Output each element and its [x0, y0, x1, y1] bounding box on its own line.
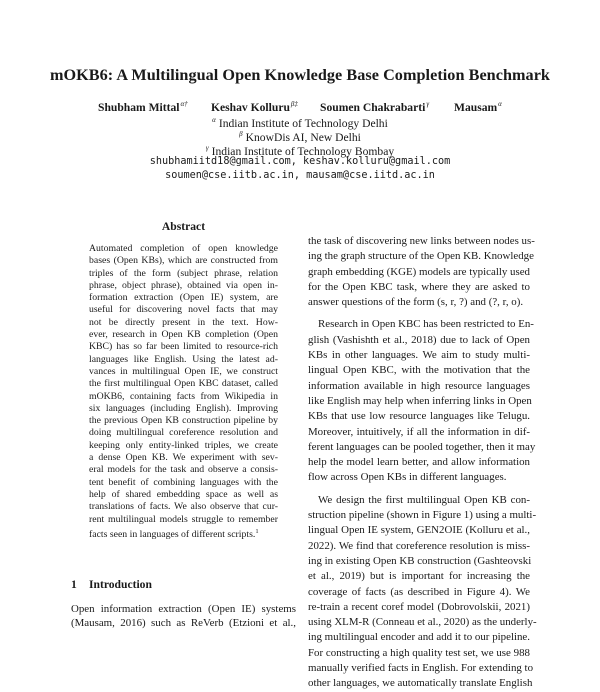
author-name: Keshav Kolluru: [211, 101, 290, 114]
abstract-line: not be directly present in the text. How-: [89, 316, 278, 328]
abstract-line: languages like English. Using the latest ad-: [89, 353, 278, 365]
affiliation-mark: γ: [205, 144, 209, 152]
affiliation-text: Indian Institute of Technology Delhi: [218, 117, 388, 130]
body-line: information available in high resource languages: [308, 379, 530, 392]
abstract-line: tent benefit of combining languages with the: [89, 476, 278, 488]
body-line: for the Open KBC task, where they are asked to: [308, 280, 530, 293]
body-line: manually verified facts in English. For extending to: [308, 662, 534, 675]
body-line: et al., 2019) but is important for increasing the: [308, 570, 530, 583]
body-line: re-train a recent coref model (Dobrovolskii, 2021): [308, 600, 530, 613]
author-1: [98, 100, 188, 114]
author-name: Soumen Chakrabarti: [320, 101, 426, 114]
author-affiliation-marks: α: [498, 100, 502, 108]
body-line: answer questions of the form (s, r, ?) and (?, r, o).: [308, 296, 524, 309]
body-line: graph embedding (KGE) models are typically used: [308, 265, 530, 278]
body-line: other languages, we automatically translate English: [308, 677, 533, 690]
abstract-line: Automated completion of open knowledge: [89, 243, 278, 254]
body-line: lingual Open IE system, GEN2OIE (Kolluru et al.,: [308, 524, 530, 537]
body-line: For constructing a high quality test set, we use 988: [308, 646, 530, 659]
right-column-body: [308, 234, 537, 692]
author-3: [320, 100, 429, 114]
body-line: KBs in other languages. We aim to study multi-: [308, 349, 530, 362]
author-2: [211, 100, 298, 114]
affiliation-text: KnowDis AI, New Delhi: [245, 131, 361, 144]
abstract-body: [89, 243, 278, 538]
email-line-1: shubhamiitd18@gmail.com, keshav.kolluru@gmail.com: [149, 156, 451, 167]
author-affiliation-marks: α†: [180, 100, 188, 108]
abstract-line: the first multilingual Open KBC dataset, called: [89, 378, 278, 390]
abstract-line: a dense Open KB. We experiment with sev-: [89, 452, 278, 464]
abstract-line: KBC) has so far been limited to resource-rich: [89, 341, 278, 353]
abstract-line: useful for discovering novel facts that may: [89, 304, 278, 316]
abstract-line: keeping only entity-linked triples, we create: [89, 439, 278, 451]
body-line: like English may help when inferring links in Open: [308, 394, 532, 407]
abstract-line: vances in multilingual Open IE, we construct: [89, 365, 278, 377]
abstract-line: eral models for the task and observe a consis-: [89, 464, 278, 476]
author-name: Shubham Mittal: [98, 101, 180, 114]
section-heading-introduction: [71, 578, 152, 591]
abstract-line: rent multilingual models struggle to remember: [89, 513, 278, 525]
abstract-line: six languages (including English). Improving: [89, 402, 278, 414]
abstract-line: formation extraction (Open IE) system, are: [89, 292, 278, 304]
body-line: help the model learn better, and allow information: [308, 456, 530, 469]
author-name: Mausam: [454, 101, 498, 114]
body-line: ferent languages can be pooled together, then it may: [308, 440, 536, 453]
email-line-2: soumen@cse.iitb.ac.in, mausam@cse.iitd.ac.in: [165, 170, 435, 181]
abstract-line: mOKB6, containing facts from Wikipedia in: [89, 390, 278, 402]
body-line: lingual Open KBC, with the motivation that the: [308, 364, 530, 377]
body-line: flow across Open KBs in different languages.: [308, 471, 507, 484]
body-line: the task of discovering new links between nodes us-: [308, 235, 535, 247]
author-affiliation-marks: γ: [426, 100, 430, 108]
author-affiliation-marks: β‡: [290, 100, 298, 108]
author-4: [454, 100, 502, 114]
intro-line: Open information extraction (Open IE) systems: [71, 603, 296, 615]
paragraph-pipeline-design: [308, 493, 537, 692]
affiliation-mark: α: [212, 116, 216, 124]
body-line: coverage of facts (as described in Figure 4). We: [308, 585, 530, 598]
body-line: ing multilingual encoder and add it to our pipeline.: [308, 631, 530, 644]
abstract-line: help of shared embedding space as well as: [89, 488, 278, 500]
abstract-line: ever, research in Open KB completion (Open: [89, 329, 278, 341]
body-line: We design the first multilingual Open KB con-: [318, 493, 530, 506]
abstract-line: [89, 526, 278, 538]
body-line: ing the graph structure of the Open KB. Knowledge: [308, 250, 534, 263]
abstract-heading: Abstract: [161, 220, 206, 233]
abstract-last-text: facts seen in languages of different scripts.: [89, 528, 256, 540]
section-number: 1: [71, 578, 77, 591]
paragraph-multilingual-motivation: [308, 317, 536, 485]
footnote-mark: 1: [255, 527, 259, 535]
body-line: KBs that use low resource languages like Telugu.: [308, 410, 530, 423]
abstract-line: triples of the form (subject phrase, relation: [89, 267, 278, 279]
body-line: using XLM-R (Conneau et al., 2020) as the underly-: [308, 616, 537, 629]
section-title: Introduction: [89, 578, 152, 591]
body-line: glish (Vashishth et al., 2018) due to lack of Open: [308, 333, 530, 346]
body-line: ing in existing Open KB construction (Gashteovski: [308, 554, 532, 567]
paragraph-kbc-task: [308, 234, 535, 310]
body-line: Moreover, intuitively, if all the information in dif-: [308, 425, 530, 438]
abstract-line: bases (Open KBs), which are constructed from: [89, 255, 278, 267]
introduction-body: [71, 603, 296, 630]
abstract-line: phrase, object phrase), obtained via open in-: [89, 279, 278, 291]
affiliation-text: Indian Institute of Technology Bombay: [211, 145, 395, 158]
intro-line: (Mausam, 2016) such as ReVerb (Etzioni et al.,: [71, 616, 296, 629]
affiliation-mark: β: [239, 130, 243, 138]
abstract-line: the previous Open KB construction pipeline by: [89, 415, 278, 427]
body-line: Research in Open KBC has been restricted to En-: [318, 318, 534, 331]
body-line: struction pipeline (shown in Figure 1) using a multi-: [308, 509, 537, 522]
body-line: 2022). We find that coreference resolution is miss-: [308, 539, 530, 552]
abstract-line: doing multilingual coreference resolution and: [89, 427, 278, 439]
paper-title: mOKB6: A Multilingual Open Knowledge Base Completion Benchmark: [49, 66, 550, 84]
abstract-line: translations of facts. We also observe that cur-: [89, 501, 278, 513]
